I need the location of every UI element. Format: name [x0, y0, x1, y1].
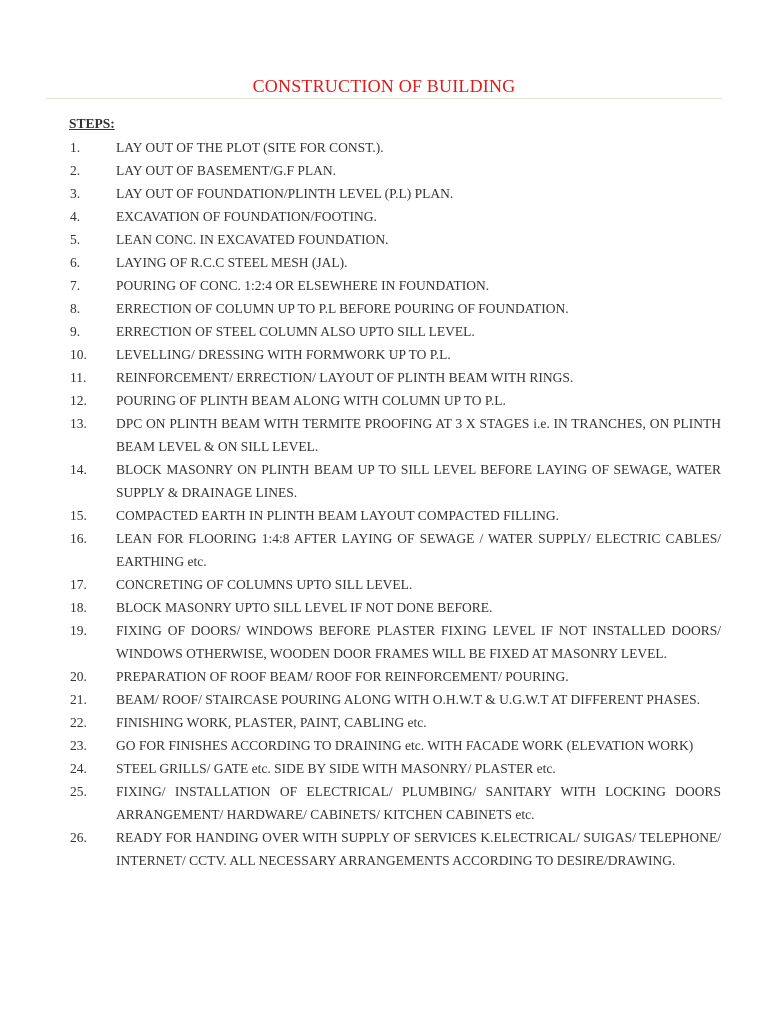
- list-item: [0, 228, 768, 251]
- step-text: ERRECTION OF STEEL COLUMN ALSO UPTO SILL LEVEL.: [116, 324, 475, 339]
- list-item: [0, 734, 768, 757]
- step-text: FINISHING WORK, PLASTER, PAINT, CABLING etc.: [116, 715, 427, 730]
- step-text: REINFORCEMENT/ ERRECTION/ LAYOUT OF PLINTH BEAM WITH RINGS.: [116, 370, 574, 385]
- step-number: 25.: [70, 784, 87, 799]
- step-number: 3.: [70, 186, 81, 201]
- step-text: LAY OUT OF BASEMENT/G.F PLAN.: [116, 163, 337, 178]
- step-number: 24.: [70, 761, 87, 776]
- list-item: [0, 182, 768, 205]
- step-number: 10.: [70, 347, 87, 362]
- list-item: [0, 320, 768, 343]
- list-item: [0, 504, 768, 527]
- list-item: [0, 205, 768, 228]
- list-item: [0, 688, 768, 711]
- step-text: BEAM/ ROOF/ STAIRCASE POURING ALONG WITH O.H.W.T & U.G.W.T AT DIFFERENT PHASES.: [116, 692, 700, 707]
- step-text: LAY OUT OF FOUNDATION/PLINTH LEVEL (P.L) PLAN.: [116, 186, 454, 201]
- step-text: STEEL GRILLS/ GATE etc. SIDE BY SIDE WITH MASONRY/ PLASTER etc.: [116, 761, 556, 776]
- steps-heading: STEPS:: [69, 116, 115, 131]
- step-number: 11.: [70, 370, 87, 385]
- list-item: [0, 412, 768, 458]
- step-number: 22.: [70, 715, 87, 730]
- list-item: [0, 458, 768, 504]
- list-item: [0, 573, 768, 596]
- step-text: LEVELLING/ DRESSING WITH FORMWORK UP TO P.L.: [116, 347, 451, 362]
- step-number: 19.: [70, 623, 87, 638]
- list-item: [0, 343, 768, 366]
- list-item: [0, 780, 768, 826]
- step-number: 12.: [70, 393, 87, 408]
- step-number: 20.: [70, 669, 87, 684]
- step-number: 7.: [70, 278, 81, 293]
- step-number: 1.: [70, 140, 81, 155]
- step-text: PREPARATION OF ROOF BEAM/ ROOF FOR REINFORCEMENT/ POURING.: [116, 669, 569, 684]
- step-text: FIXING OF DOORS/ WINDOWS BEFORE PLASTER FIXING LEVEL IF NOT INSTALLED DOORS/ WINDOWS OTHERWISE, WOODEN DOOR FRAMES WILL BE FIXED AT MASONRY LEVEL.: [116, 623, 721, 661]
- step-text: POURING OF CONC. 1:2:4 OR ELSEWHERE IN FOUNDATION.: [116, 278, 490, 293]
- step-number: 8.: [70, 301, 81, 316]
- step-text: POURING OF PLINTH BEAM ALONG WITH COLUMN UP TO P.L.: [116, 393, 506, 408]
- step-number: 15.: [70, 508, 87, 523]
- step-text: CONCRETING OF COLUMNS UPTO SILL LEVEL.: [116, 577, 413, 592]
- steps-list: [0, 136, 768, 872]
- step-number: 18.: [70, 600, 87, 615]
- step-text: LEAN CONC. IN EXCAVATED FOUNDATION.: [116, 232, 389, 247]
- list-item: [0, 297, 768, 320]
- step-number: 13.: [70, 416, 87, 431]
- step-number: 4.: [70, 209, 81, 224]
- list-item: [0, 826, 768, 872]
- list-item: [0, 619, 768, 665]
- step-number: 14.: [70, 462, 87, 477]
- step-number: 23.: [70, 738, 87, 753]
- list-item: [0, 757, 768, 780]
- list-item: [0, 527, 768, 573]
- list-item: [0, 251, 768, 274]
- list-item: [0, 159, 768, 182]
- step-number: 21.: [70, 692, 87, 707]
- list-item: [0, 366, 768, 389]
- list-item: [0, 596, 768, 619]
- step-number: 26.: [70, 830, 87, 845]
- list-item: [0, 274, 768, 297]
- document-title: CONSTRUCTION OF BUILDING: [252, 76, 516, 96]
- step-number: 17.: [70, 577, 87, 592]
- step-text: COMPACTED EARTH IN PLINTH BEAM LAYOUT COMPACTED FILLING.: [116, 508, 559, 523]
- list-item: [0, 136, 768, 159]
- step-text: BLOCK MASONRY ON PLINTH BEAM UP TO SILL LEVEL BEFORE LAYING OF SEWAGE, WATER SUPPLY & DRAINAGE LINES.: [116, 462, 721, 500]
- step-number: 16.: [70, 531, 87, 546]
- step-number: 9.: [70, 324, 81, 339]
- step-text: READY FOR HANDING OVER WITH SUPPLY OF SERVICES K.ELECTRICAL/ SUIGAS/ TELEPHONE/ INTERNET/ CCTV. ALL NECESSARY ARRANGEMENTS ACCORDING TO DESIRE/DRAWING.: [116, 830, 721, 868]
- step-number: 2.: [70, 163, 81, 178]
- step-text: LEAN FOR FLOORING 1:4:8 AFTER LAYING OF SEWAGE / WATER SUPPLY/ ELECTRIC CABLES/ EARTHING etc.: [116, 531, 721, 569]
- step-number: 6.: [70, 255, 81, 270]
- step-text: ERRECTION OF COLUMN UP TO P.L BEFORE POURING OF FOUNDATION.: [116, 301, 569, 316]
- title-divider: [46, 98, 722, 99]
- step-number: 5.: [70, 232, 81, 247]
- step-text: LAYING OF R.C.C STEEL MESH (JAL).: [116, 255, 348, 270]
- step-text: FIXING/ INSTALLATION OF ELECTRICAL/ PLUMBING/ SANITARY WITH LOCKING DOORS ARRANGEMENT/ HARDWARE/ CABINETS/ KITCHEN CABINETS etc.: [116, 784, 721, 822]
- step-text: LAY OUT OF THE PLOT (SITE FOR CONST.).: [116, 140, 384, 155]
- step-text: EXCAVATION OF FOUNDATION/FOOTING.: [116, 209, 377, 224]
- step-text: GO FOR FINISHES ACCORDING TO DRAINING etc. WITH FACADE WORK (ELEVATION WORK): [116, 738, 694, 753]
- step-text: DPC ON PLINTH BEAM WITH TERMITE PROOFING AT 3 X STAGES i.e. IN TRANCHES, ON PLINTH BEAM LEVEL & ON SILL LEVEL.: [116, 416, 721, 454]
- list-item: [0, 665, 768, 688]
- list-item: [0, 711, 768, 734]
- step-text: BLOCK MASONRY UPTO SILL LEVEL IF NOT DONE BEFORE.: [116, 600, 493, 615]
- list-item: [0, 389, 768, 412]
